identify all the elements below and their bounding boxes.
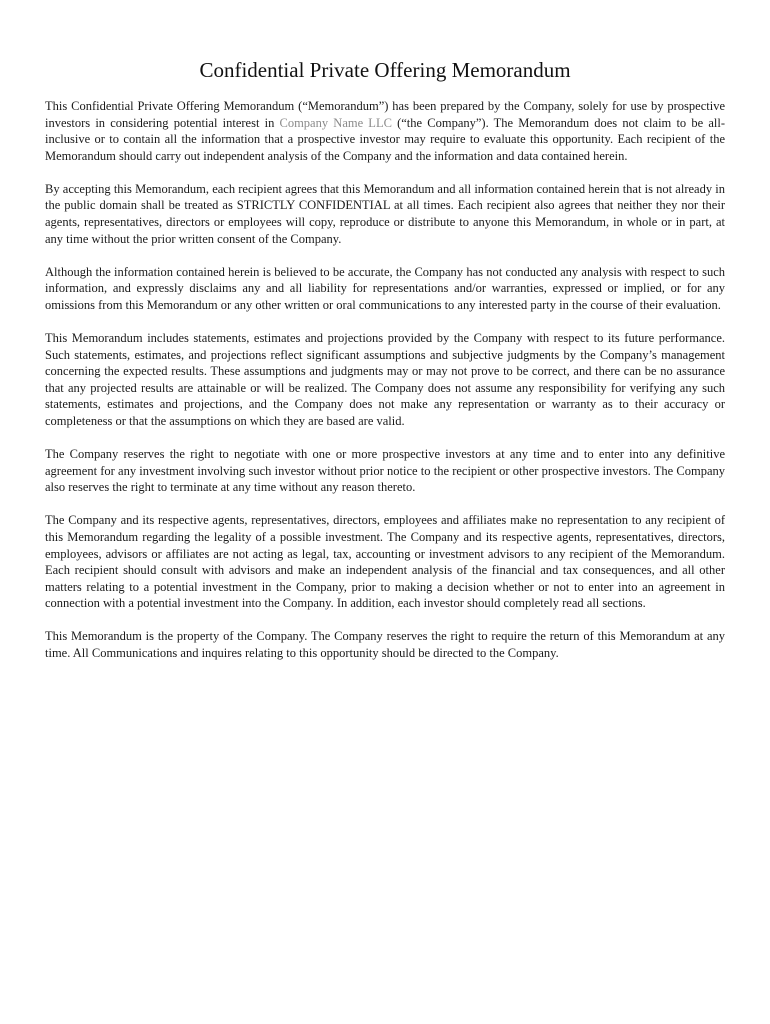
paragraph-disclaimer: Although the information contained herein is believed to be accurate, the Company has not conducted any analysis with respect to such information, and expressly disclaims any and all liability for representations and/or warranties, expressed or implied, or for any omissions from this Memorandum or any other written or oral communications to any interested party in the course of their evaluation. [45, 264, 725, 312]
paragraph-negotiation-rights: The Company reserves the right to negotiate with one or more prospective investors at any time and to enter into any definitive agreement for any investment involving such investor without prior notice to the recipient or other prospective investors. The Company also reserves the right to terminate at any time without any reason thereto. [45, 447, 725, 495]
paragraph-intro [45, 98, 725, 164]
document-title: Confidential Private Offering Memorandum [199, 58, 571, 82]
document-body [45, 98, 725, 678]
company-name-placeholder: Company Name LLC [279, 115, 392, 130]
paragraph-intro-text-before: This Confidential Private Offering Memorandum (“Memorandum”) has been prepared by the Company, solely for use by prospective investors in considering potential interest in [45, 99, 725, 130]
paragraph-intro-text-after: (“the Company”). The Memorandum does not claim to be all-inclusive or to contain all the information that a prospective investor may require to evaluate this opportunity. Each recipient of the Memorandum should carry out independent analysis of the Company and the information and data contained herein. [45, 115, 725, 163]
paragraph-projections: This Memorandum includes statements, estimates and projections provided by the Company with respect to its future performance. Such statements, estimates, and projections reflect significant assumptions and subjective judgments by the Company’s management concerning the expected results. These assumptions and judgments may or may not prove to be correct, and there can be no assurance that any projected results are attainable or will be realized. The Company does not assume any responsibility for verifying any such statements, estimates and projections, and the Company does not make any representation or warranty as to their accuracy or completeness or that the assumptions on which they are based are valid. [45, 331, 725, 428]
paragraph-no-representation: The Company and its respective agents, representatives, directors, employees and affiliates make no representation to any recipient of this Memorandum regarding the legality of a possible investment. The Company and its respective agents, representatives, directors, employees, advisors or affiliates are not acting as legal, tax, accounting or investment advisors to any recipient of the Memorandum. Each recipient should consult with advisors and make an independent analysis of the financial and tax consequences, and all other matters relating to a potential investment in the Company, prior to making a decision whether or not to enter into an agreement in connection with a potential investment into the Company. In addition, each investor should completely read all sections. [45, 513, 725, 611]
paragraph-property: This Memorandum is the property of the Company. The Company reserves the right to require the return of this Memorandum at any time. All Communications and inquires relating to this opportunity should be directed to the Company. [45, 629, 725, 661]
paragraph-confidentiality: By accepting this Memorandum, each recipient agrees that this Memorandum and all information contained herein that is not already in the public domain shall be treated as STRICTLY CONFIDENTIAL at all times. Each recipient also agrees that neither they nor their agents, representatives, directors or employees will copy, reproduce or distribute to anyone this Memorandum, in whole or in part, at any time without the prior written consent of the Company. [45, 181, 725, 246]
